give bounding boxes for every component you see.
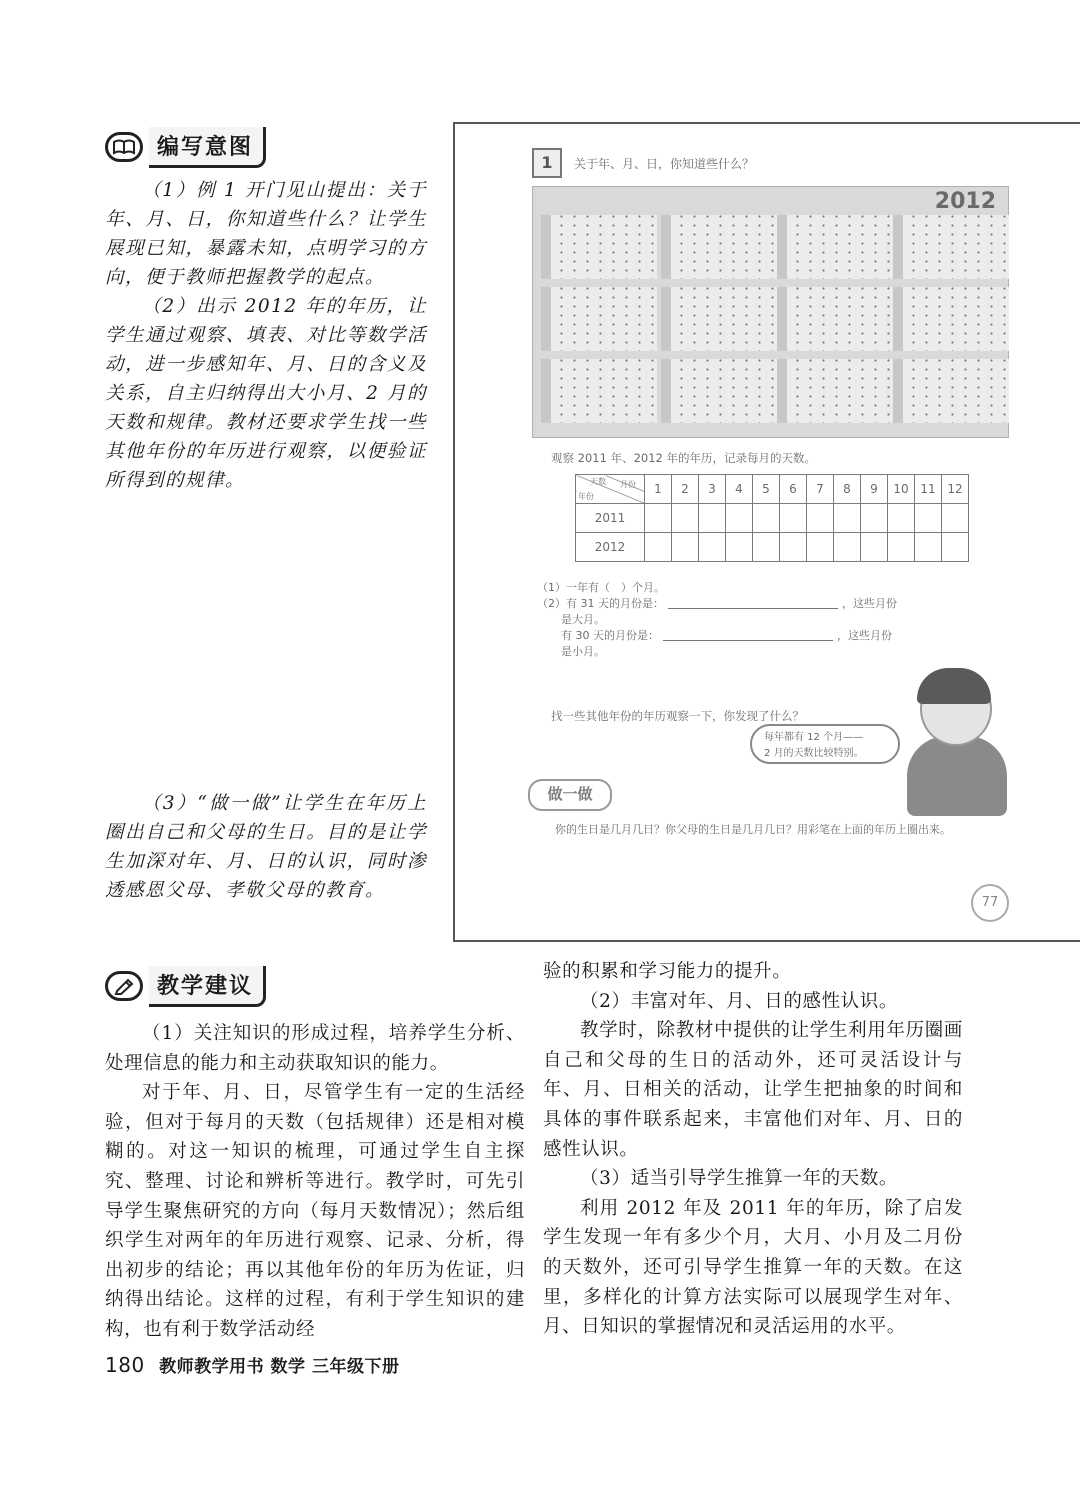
month-header-cell: 10	[888, 475, 915, 504]
intent-text-top	[105, 176, 427, 495]
table-corner-cell	[576, 475, 645, 504]
days-per-month-table	[575, 474, 969, 562]
calendar-month-12	[893, 359, 1009, 423]
suggestion-paragraph-2: 对于年、月、日，尽管学生有一定的生活经验，但对于每月的天数（包括规律）还是相对模糊的。对这一知识的梳理，可通过学生自主探究、整理、讨论和辨析等进行。教学时，可先引导学生聚焦研究的方向（每月天数情况）；然后组织学生对两年的年历进行观察、记录、分析，得出初步的结论；再以其他年份的年历为佐证，归纳得出结论。这样的过程，有利于学生知识的建构，也有利于数学活动经	[105, 1082, 525, 1340]
footer-page-number: 180	[105, 1353, 145, 1377]
do-it-label: 做一做	[528, 779, 612, 811]
month-header-cell: 5	[753, 475, 780, 504]
suggestion-section-title: 教学建议	[149, 966, 266, 1007]
textbook-page-panel	[453, 122, 1080, 942]
calendar-month-5	[541, 287, 657, 351]
observe-instruction: 观察 2011 年、2012 年的年历，记录每月的天数。	[551, 451, 816, 465]
calendar-month-9	[541, 359, 657, 423]
q2b-text: 有 30 天的月份是：	[561, 629, 659, 642]
table-row-2012	[576, 533, 969, 562]
table-row-2011	[576, 504, 969, 533]
corner-label-days: 天数	[590, 477, 606, 486]
footer-book-title: 教师教学用书 数学 三年级下册	[159, 1357, 400, 1377]
month-header-cell: 8	[834, 475, 861, 504]
year-cell: 2012	[576, 533, 645, 562]
calendar-month-2	[661, 215, 777, 279]
month-header-cell: 1	[645, 475, 672, 504]
calendar-month-8	[893, 287, 1009, 351]
question-2b	[537, 628, 997, 644]
q2a-end: ，这些月份	[842, 597, 897, 610]
corner-label-month: 月份	[620, 480, 636, 489]
calendar-month-7	[777, 287, 893, 351]
q2b-tail: 是小月。	[561, 645, 605, 658]
calendar-year-label: 2012	[934, 189, 996, 214]
month-header-cell: 2	[672, 475, 699, 504]
suggestion-section-header	[105, 967, 266, 1005]
book-icon	[105, 132, 143, 162]
calendar-month-1	[541, 215, 657, 279]
pen-icon	[105, 971, 143, 1001]
calendar-month-6	[661, 287, 777, 351]
page-footer	[105, 1352, 399, 1377]
speech-bubble	[750, 724, 900, 764]
question-2a	[537, 596, 997, 612]
table-header-row	[576, 475, 969, 504]
month-header-cell: 6	[780, 475, 807, 504]
suggestion-paragraph-1: （1）关注知识的形成过程，培养学生分析、处理信息的能力和主动获取知识的能力。	[105, 1023, 525, 1074]
suggestion-heading-3: （3）适当引导学生推算一年的天数。	[580, 1168, 898, 1190]
suggestion-paragraph-2-cont: 验的积累和学习能力的提升。	[543, 961, 792, 982]
intent-text-bottom	[105, 789, 427, 905]
intent-paragraph-2: （2）出示 2012 年的年历，让学生通过观察、填表、对比等数学活动，进一步感知年、月、日的含义及关系，自主归纳得出大小月、2 月的天数和规律。教材还要求学生找一些其他年份的年历进行观察，以便验证所得到的规律。	[105, 296, 427, 491]
suggestion-right-column	[543, 957, 963, 1342]
year-cell: 2011	[576, 504, 645, 533]
child-illustration-hair	[917, 668, 991, 704]
calendar-month-11	[777, 359, 893, 423]
suggestion-paragraph-4: 利用 2012 年及 2011 年的年历，除了启发学生发现一年有多少个月，大月、小月及二月份的天数外，还可引导学生推算一年的天数。在这里，多样化的计算方法实际可以展现学生对年、月、日知识的掌握情况和灵活运用的水平。	[543, 1197, 963, 1338]
bubble-line-1: 每年都有 12 个月——	[764, 732, 864, 743]
month-header-cell: 12	[942, 475, 969, 504]
calendar-month-3	[777, 215, 893, 279]
example-header	[532, 148, 754, 178]
q2a-blank	[668, 608, 838, 609]
calendar-month-4	[893, 215, 1009, 279]
suggestion-heading-2: （2）丰富对年、月、日的感性认识。	[580, 990, 898, 1012]
corner-label-year: 年份	[578, 492, 594, 501]
example-number-badge: 1	[532, 148, 562, 178]
textbook-questions	[537, 580, 997, 660]
example-question: 关于年、月、日，你知道些什么？	[574, 156, 755, 171]
q2a-tail: 是大月。	[561, 613, 605, 626]
month-header-cell: 3	[699, 475, 726, 504]
child-illustration-body	[907, 736, 1007, 816]
intent-paragraph-1: （1）例 1 开门见山提出：关于年、月、日，你知道些什么？让学生展现已知，暴露未知，点明学习的方向，便于教师把握教学的起点。	[105, 180, 427, 288]
month-header-cell: 11	[915, 475, 942, 504]
find-prompt: 找一些其他年份的年历观察一下，你发现了什么？	[551, 709, 804, 723]
suggestion-paragraph-3: 教学时，除教材中提供的让学生利用年历圈画自己和父母的生日的活动外，还可灵活设计与年、月、日相关的活动，让学生把抽象的时间和具体的事件联系起来，丰富他们对年、月、日的感性认识。	[543, 1020, 963, 1160]
intent-paragraph-3: （3）“做一做”让学生在年历上圈出自己和父母的生日。目的是让学生加深对年、月、日的认识，同时渗透感恩父母、孝敬父母的教育。	[105, 793, 427, 901]
do-it-text: 你的生日是几月几日？你父母的生日是几月几日？用彩笔在上面的年历上圈出来。	[555, 823, 951, 836]
year-calendar-2012	[532, 186, 1009, 438]
question-1: （1）一年有（ ）个月。	[537, 581, 665, 594]
q2a-text: （2）有 31 天的月份是：	[537, 597, 664, 610]
month-header-cell: 9	[861, 475, 888, 504]
q2b-end: ，这些月份	[837, 629, 892, 642]
textbook-page-number: 77	[971, 884, 1009, 922]
month-header-cell: 4	[726, 475, 753, 504]
intent-section-header	[105, 128, 266, 166]
calendar-month-10	[661, 359, 777, 423]
month-header-cell: 7	[807, 475, 834, 504]
intent-section-title: 编写意图	[149, 127, 266, 168]
bubble-line-2: 2 月的天数比较特别。	[764, 748, 864, 759]
suggestion-left-column	[105, 1019, 525, 1345]
q2b-blank	[663, 640, 833, 641]
